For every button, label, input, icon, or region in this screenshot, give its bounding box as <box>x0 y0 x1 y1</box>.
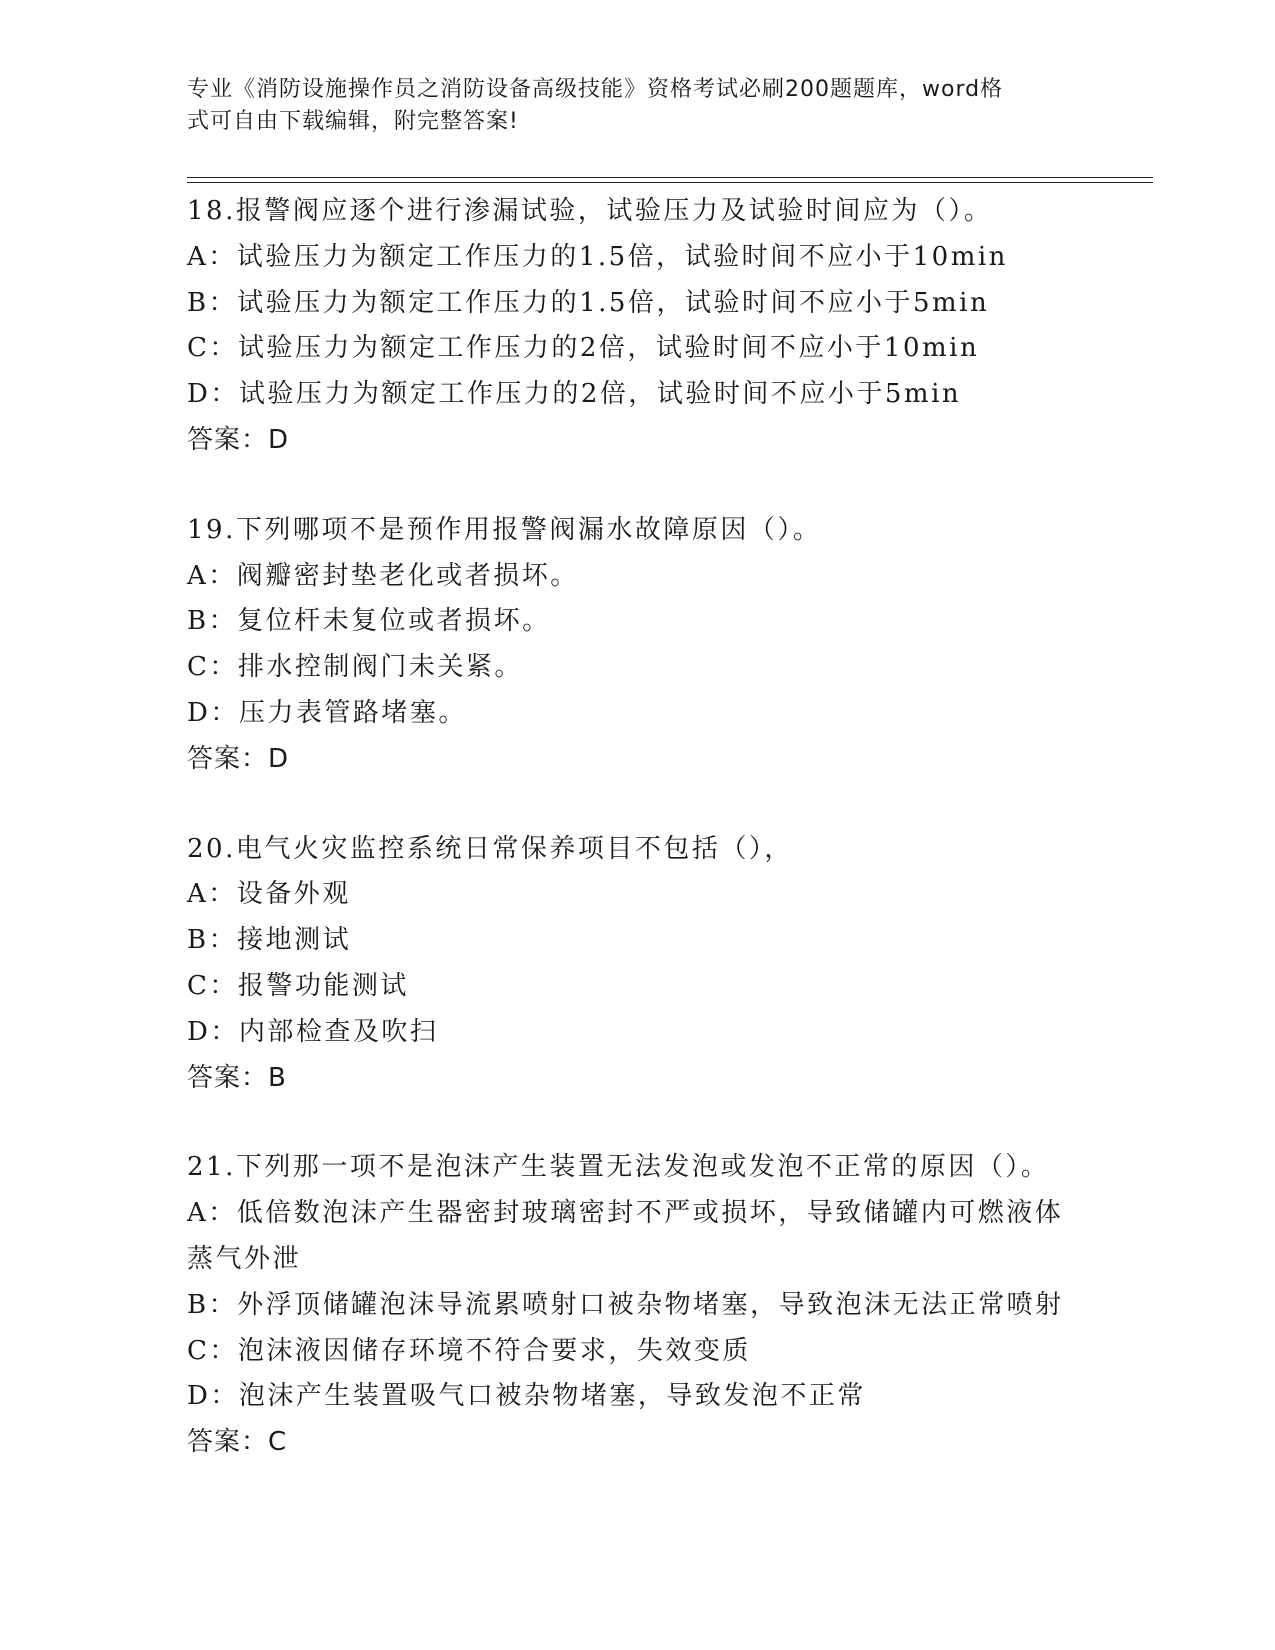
option-d: D：压力表管路堵塞。 <box>187 697 467 728</box>
option-b: B：复位杆未复位或者损坏。 <box>187 606 551 637</box>
question-list <box>187 189 1087 1510</box>
question-20 <box>187 827 1087 1102</box>
question-stem: 18.报警阀应逐个进行渗漏试验，试验压力及试验时间应为（）。 <box>187 196 993 226</box>
option-a: A：低倍数泡沫产生器密封玻璃密封不严或损坏，导致储罐内可燃液体 <box>187 1198 1064 1229</box>
option-c: C：报警功能测试 <box>187 970 409 1001</box>
option-b: B：试验压力为额定工作压力的1.5倍，试验时间不应小于5min <box>187 287 990 318</box>
option-a: A：设备外观 <box>187 879 351 910</box>
option-d: D：内部检查及吹扫 <box>187 1016 439 1047</box>
document-header <box>187 74 1067 138</box>
option-c: C：试验压力为额定工作压力的2倍，试验时间不应小于10min <box>187 333 980 364</box>
question-stem: 19.下列哪项不是预作用报警阀漏水故障原因（）。 <box>187 514 822 545</box>
question-18 <box>187 189 1087 464</box>
option-a: A：试验压力为额定工作压力的1.5倍，试验时间不应小于10min <box>187 241 1008 272</box>
question-stem: 20.电气火灾监控系统日常保养项目不包括（）， <box>187 833 793 864</box>
option-a: A：阀瓣密封垫老化或者损坏。 <box>187 560 579 591</box>
option-d: D：试验压力为额定工作压力的2倍，试验时间不应小于5min <box>187 379 962 410</box>
question-19 <box>187 508 1087 783</box>
header-divider-bottom <box>187 182 1153 183</box>
answer: 答案：D <box>187 424 290 455</box>
option-c: C：泡沫液因储存环境不符合要求，失效变质 <box>187 1335 751 1366</box>
answer: 答案：B <box>187 1062 287 1093</box>
header-divider-top <box>187 177 1153 178</box>
option-c: C：排水控制阀门未关紧。 <box>187 652 523 683</box>
header-line-1: 专业《消防设施操作员之消防设备高级技能》资格考试必刷200题题库，word格 <box>187 77 1004 102</box>
option-a-continuation: 蒸气外泄 <box>187 1243 302 1274</box>
option-b: B：外浮顶储罐泡沫导流累喷射口被杂物堵塞，导致泡沫无法正常喷射 <box>187 1289 1064 1320</box>
answer: 答案：C <box>187 1427 288 1458</box>
question-21 <box>187 1145 1087 1466</box>
option-d: D：泡沫产生装置吸气口被杂物堵塞，导致发泡不正常 <box>187 1381 866 1412</box>
header-line-2: 式可自由下载编辑，附完整答案! <box>187 109 519 134</box>
answer: 答案：D <box>187 743 290 774</box>
option-b: B：接地测试 <box>187 925 352 956</box>
question-stem: 21.下列那一项不是泡沫产生装置无法发泡或发泡不正常的原因（）。 <box>187 1152 1050 1183</box>
